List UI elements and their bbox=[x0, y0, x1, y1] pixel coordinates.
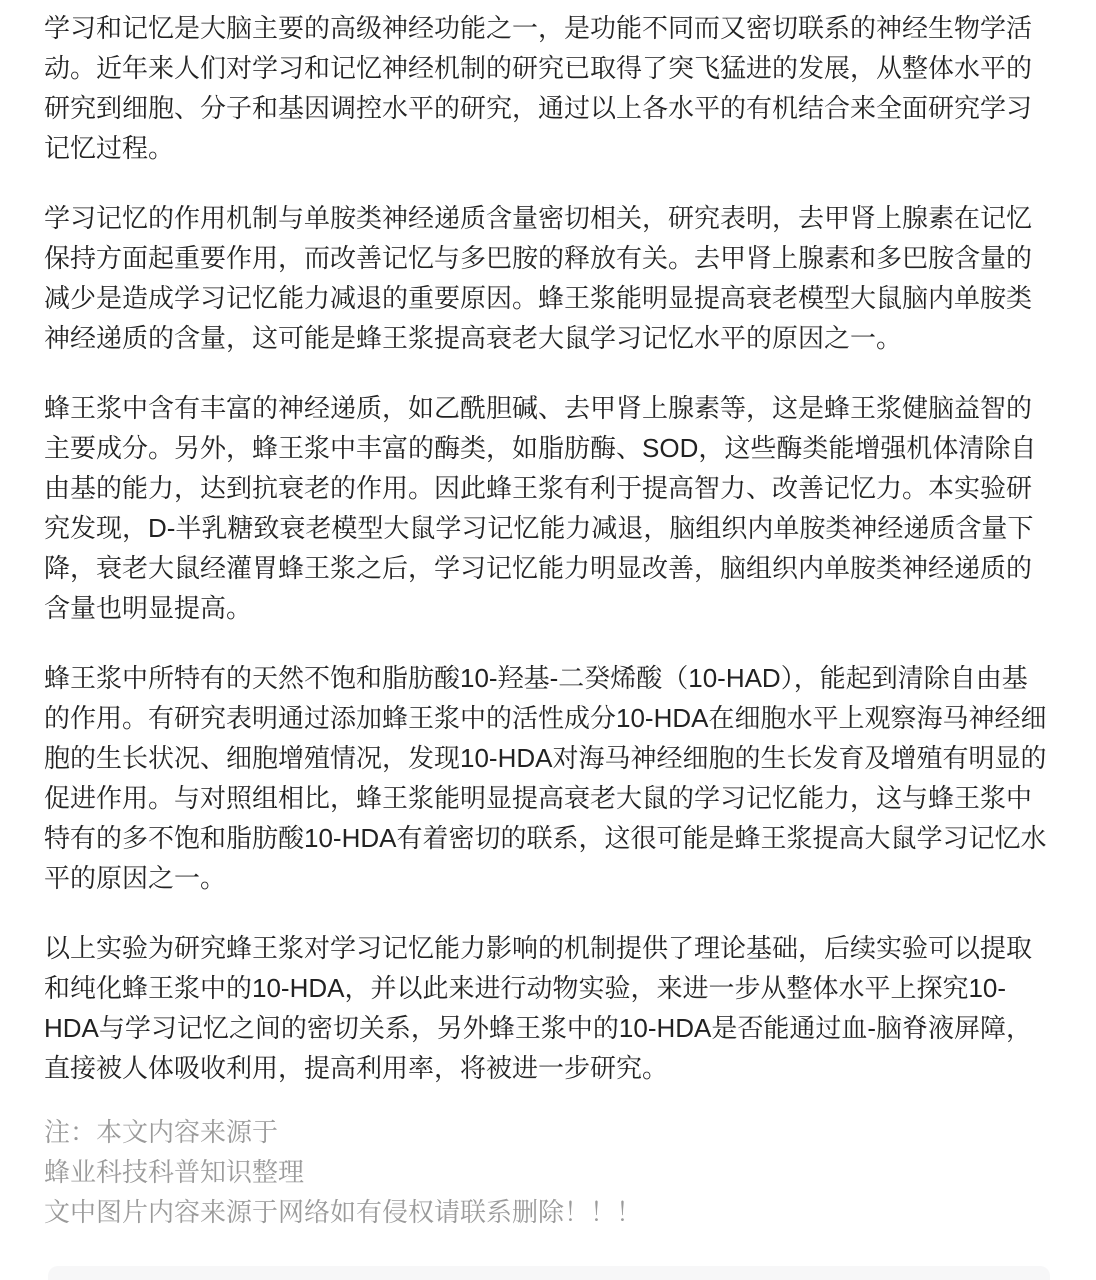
paragraph-1: 学习和记忆是大脑主要的高级神经功能之一，是功能不同而又密切联系的神经生物学活动。近年来人们对学习和记忆神经机制的研究已取得了突飞猛进的发展，从整体水平的研究到细胞、分子和基因调控水平的研究，通过以上各水平的有机结合来全面研究学习记忆过程。 bbox=[44, 13, 1033, 163]
source-note-line-2: 蜂业科技科普知识整理 bbox=[44, 1157, 305, 1187]
source-note bbox=[44, 1112, 1052, 1232]
partially-visible-next-card bbox=[48, 1266, 1050, 1280]
paragraph-4: 蜂王浆中所特有的天然不饱和脂肪酸10-羟基-二癸烯酸（10-HAD），能起到清除自由基的作用。有研究表明通过添加蜂王浆中的活性成分10-HDA在细胞水平上观察海马神经细胞的生长状况、细胞增殖情况，发现10-HDA对海马神经细胞的生长发育及增殖有明显的促进作用。与对照组相比，蜂王浆能明显提高衰老大鼠的学习记忆能力，这与蜂王浆中特有的多不饱和脂肪酸10-HDA有着密切的联系，这很可能是蜂王浆提高大鼠学习记忆水平的原因之一。 bbox=[44, 663, 1047, 893]
paragraph-3: 蜂王浆中含有丰富的神经递质，如乙酰胆碱、去甲肾上腺素等，这是蜂王浆健脑益智的主要成分。另外，蜂王浆中丰富的酶类，如脂肪酶、SOD，这些酶类能增强机体清除自由基的能力，达到抗衰老的作用。因此蜂王浆有利于提高智力、改善记忆力。本实验研究发现，D-半乳糖致衰老模型大鼠学习记忆能力减退，脑组织内单胺类神经递质含量下降，衰老大鼠经灌胃蜂王浆之后，学习记忆能力明显改善，脑组织内单胺类神经递质的含量也明显提高。 bbox=[44, 393, 1037, 623]
source-note-line-1: 注：本文内容来源于 bbox=[44, 1117, 279, 1147]
paragraph-5: 以上实验为研究蜂王浆对学习记忆能力影响的机制提供了理论基础，后续实验可以提取和纯化蜂王浆中的10-HDA，并以此来进行动物实验，来进一步从整体水平上探究10-HDA与学习记忆之间的密切关系，另外蜂王浆中的10-HDA是否能通过血-脑脊液屏障，直接被人体吸收利用，提高利用率，将被进一步研究。 bbox=[44, 933, 1033, 1083]
source-note-line-3: 文中图片内容来源于网络如有侵权请联系删除！！！ bbox=[44, 1197, 643, 1227]
paragraph-2: 学习记忆的作用机制与单胺类神经递质含量密切相关，研究表明，去甲肾上腺素在记忆保持方面起重要作用，而改善记忆与多巴胺的释放有关。去甲肾上腺素和多巴胺含量的减少是造成学习记忆能力减退的重要原因。蜂王浆能明显提高衰老模型大鼠脑内单胺类神经递质的含量，这可能是蜂王浆提高衰老大鼠学习记忆水平的原因之一。 bbox=[44, 203, 1033, 353]
